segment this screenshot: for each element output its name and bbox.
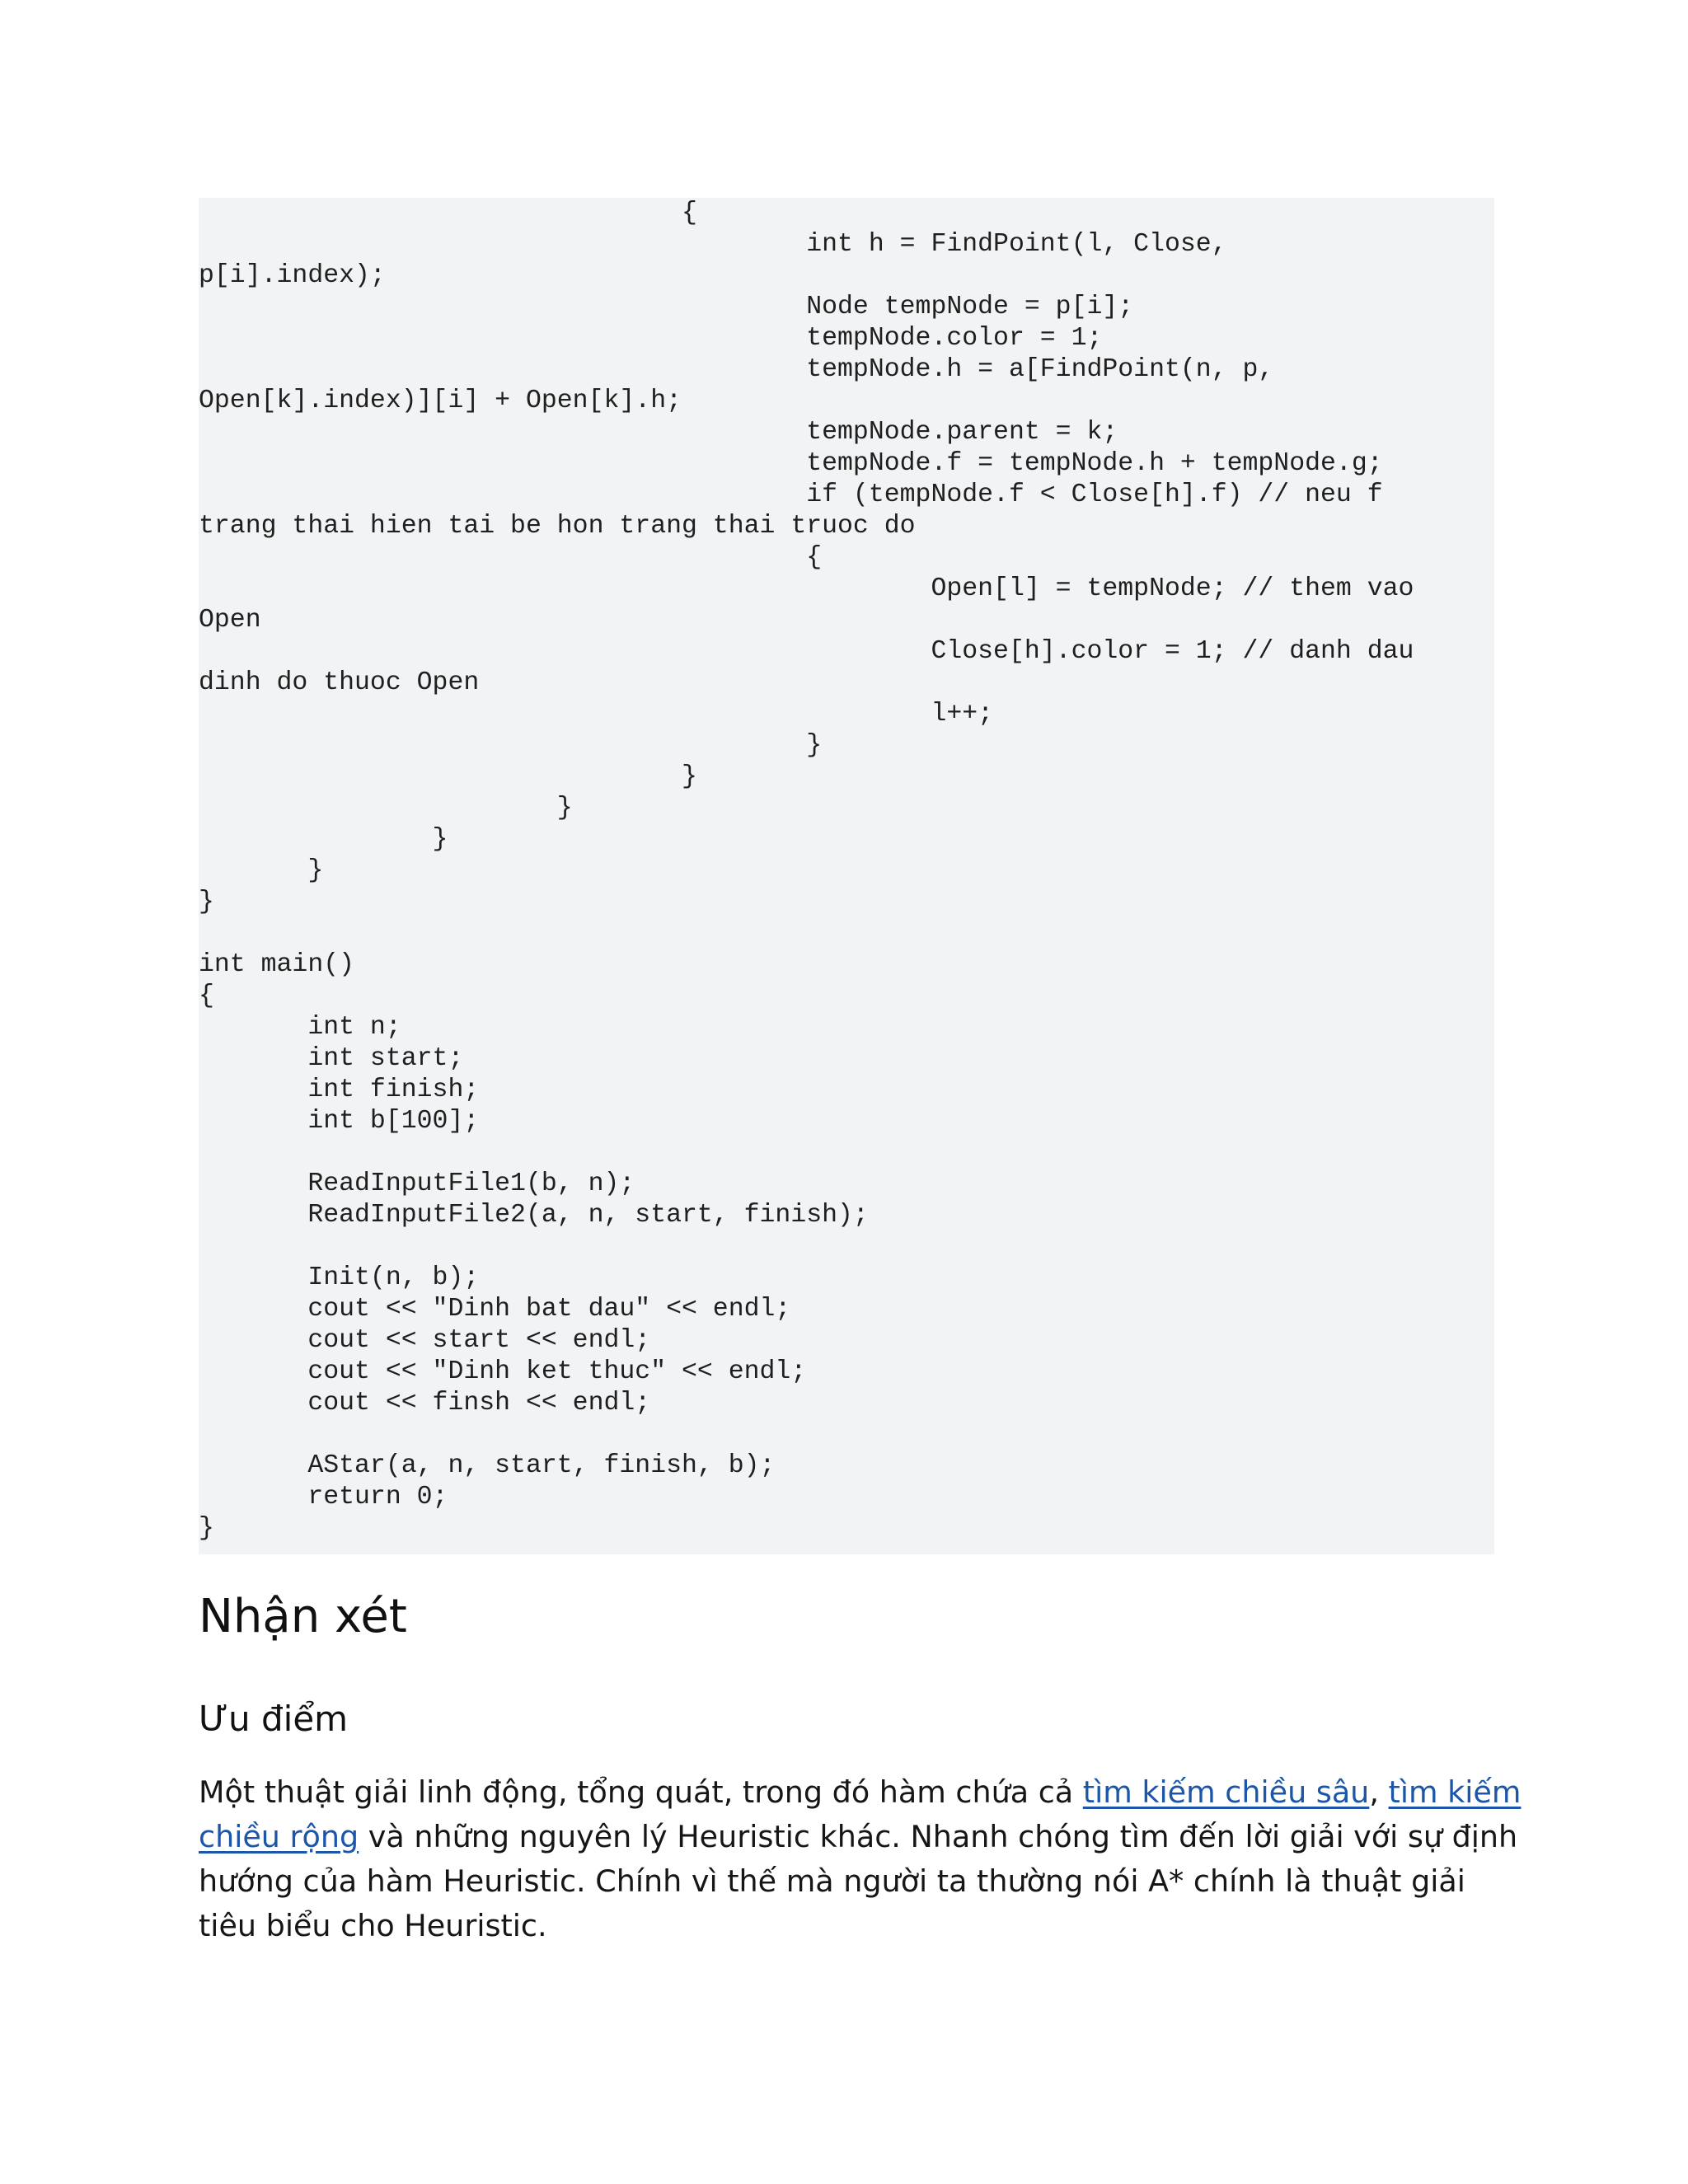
code-line: Open[l] = tempNode; // them vao <box>199 574 1414 603</box>
paragraph-line-3: hướng của hàm Heuristic. Chính vì thế mà người ta thường nói A* chính là thuật giải <box>199 1863 1465 1899</box>
code-line: int h = FindPoint(l, Close, <box>199 230 1227 259</box>
code-line: Init(n, b); <box>199 1263 480 1292</box>
code-line: { <box>199 982 214 1010</box>
code-line: tempNode.parent = k; <box>199 418 1118 447</box>
code-line: dinh do thuoc Open <box>199 668 480 697</box>
code-line: } <box>199 762 697 791</box>
code-line: p[i].index); <box>199 261 386 290</box>
code-line: ReadInputFile2(a, n, start, finish); <box>199 1201 869 1230</box>
code-line: ReadInputFile1(b, n); <box>199 1169 635 1198</box>
code-line: } <box>199 794 573 823</box>
code-line: tempNode.color = 1; <box>199 324 1103 353</box>
code-line: Open <box>199 606 261 635</box>
section-subtitle: Ưu điểm <box>199 1699 349 1739</box>
code-line: AStar(a, n, start, finish, b); <box>199 1451 776 1480</box>
code-line: if (tempNode.f < Close[h].f) // neu f <box>199 480 1383 509</box>
code-line: Node tempNode = p[i]; <box>199 293 1134 321</box>
code-line: } <box>199 825 448 854</box>
paragraph-line-4: tiêu biểu cho Heuristic. <box>199 1908 547 1943</box>
code-line: } <box>199 888 214 916</box>
code-line: l++; <box>199 700 994 729</box>
code-line: cout << "Dinh ket thuc" << endl; <box>199 1357 807 1386</box>
code-line: cout << "Dinh bat dau" << endl; <box>199 1295 791 1324</box>
code-line: } <box>199 731 823 760</box>
code-line: int finish; <box>199 1076 480 1104</box>
paragraph-line-2 <box>199 1815 1517 1859</box>
code-line: return 0; <box>199 1483 448 1511</box>
code-line: cout << finsh << endl; <box>199 1389 651 1418</box>
code-line: tempNode.h = a[FindPoint(n, p, <box>199 355 1274 384</box>
code-line: } <box>199 1514 214 1543</box>
code-line: { <box>199 199 697 227</box>
code-line: int main() <box>199 950 355 979</box>
code-line: Close[h].color = 1; // danh dau <box>199 637 1414 666</box>
code-line: int start; <box>199 1044 464 1073</box>
paragraph-separator: , <box>1369 1774 1389 1810</box>
section-title: Nhận xét <box>199 1590 407 1643</box>
code-line: trang thai hien tai be hon trang thai truoc do <box>199 512 916 541</box>
code-line: { <box>199 543 823 572</box>
paragraph-text: và những nguyên lý Heuristic khác. Nhanh chóng tìm đến lời giải với sự định <box>359 1819 1518 1854</box>
code-line: int n; <box>199 1013 401 1042</box>
paragraph-text: Một thuật giải linh động, tổng quát, trong đó hàm chứa cả <box>199 1774 1083 1810</box>
link-depth-first-search[interactable]: tìm kiếm chiều sâu <box>1082 1774 1370 1810</box>
code-line: int b[100]; <box>199 1107 480 1136</box>
code-line: Open[k].index)][i] + Open[k].h; <box>199 387 682 415</box>
code-line: cout << start << endl; <box>199 1326 651 1355</box>
paragraph-line-1 <box>199 1770 1521 1815</box>
code-line: tempNode.f = tempNode.h + tempNode.g; <box>199 449 1383 478</box>
code-line: } <box>199 856 324 885</box>
link-breadth-first-search[interactable]: tìm kiếm <box>1388 1774 1522 1810</box>
code-block <box>199 198 1494 1554</box>
link-breadth-first-search-cont[interactable]: chiều rộng <box>199 1819 359 1854</box>
